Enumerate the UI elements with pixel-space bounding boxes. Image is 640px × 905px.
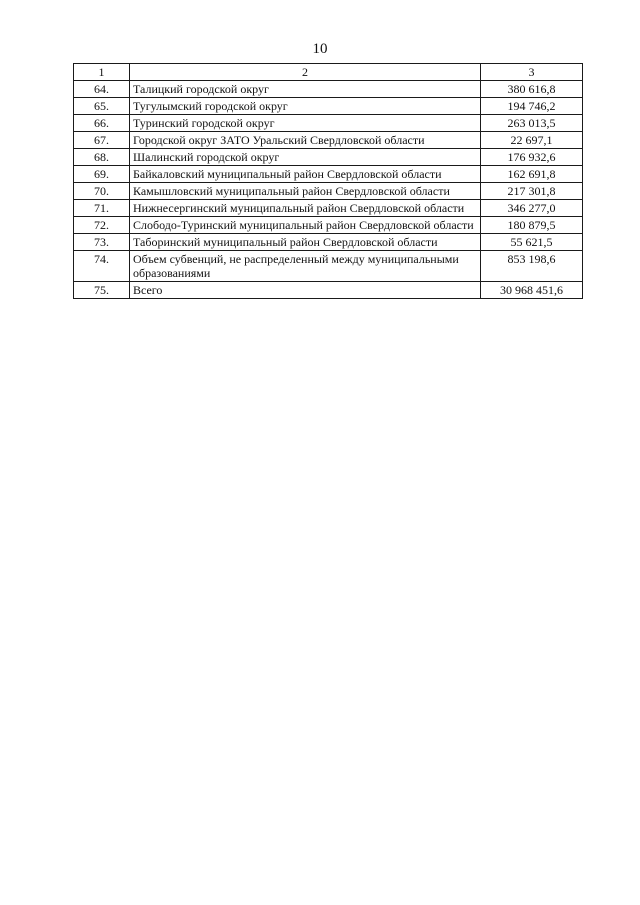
municipality-name: Туринский городской округ <box>130 115 481 132</box>
column-header-1: 1 <box>74 64 130 81</box>
row-number: 73. <box>74 234 130 251</box>
row-number: 74. <box>74 251 130 282</box>
subvention-amount: 176 932,6 <box>481 149 583 166</box>
subvention-amount: 380 616,8 <box>481 81 583 98</box>
row-number: 75. <box>74 282 130 299</box>
row-number: 71. <box>74 200 130 217</box>
subvention-amount: 346 277,0 <box>481 200 583 217</box>
table-row <box>74 234 583 251</box>
subvention-amount: 263 013,5 <box>481 115 583 132</box>
subvention-amount: 180 879,5 <box>481 217 583 234</box>
subvention-amount: 162 691,8 <box>481 166 583 183</box>
column-header-2: 2 <box>130 64 481 81</box>
row-number: 66. <box>74 115 130 132</box>
page-number: 10 <box>312 41 328 57</box>
table-row <box>74 98 583 115</box>
municipality-name: Объем субвенций, не распределенный между муниципальными образованиями <box>130 251 481 282</box>
table-header-row <box>74 64 583 81</box>
table-row <box>74 200 583 217</box>
municipality-name: Нижнесергинский муниципальный район Свердловской области <box>130 200 481 217</box>
row-number: 72. <box>74 217 130 234</box>
row-number: 69. <box>74 166 130 183</box>
municipality-name: Тугулымский городской округ <box>130 98 481 115</box>
table-row <box>74 149 583 166</box>
column-header-3: 3 <box>481 64 583 81</box>
row-number: 67. <box>74 132 130 149</box>
municipality-name: Талицкий городской округ <box>130 81 481 98</box>
table-row <box>74 183 583 200</box>
municipality-name: Камышловский муниципальный район Свердловской области <box>130 183 481 200</box>
municipality-name: Слободо-Туринский муниципальный район Свердловской области <box>130 217 481 234</box>
row-number: 68. <box>74 149 130 166</box>
subvention-amount: 194 746,2 <box>481 98 583 115</box>
municipality-name: Таборинский муниципальный район Свердловской области <box>130 234 481 251</box>
subvention-amount: 853 198,6 <box>481 251 583 282</box>
subvention-table <box>73 63 583 299</box>
table-row <box>74 166 583 183</box>
subvention-amount: 22 697,1 <box>481 132 583 149</box>
table-row <box>74 251 583 282</box>
table-row <box>74 217 583 234</box>
total-amount: 30 968 451,6 <box>481 282 583 299</box>
row-number: 70. <box>74 183 130 200</box>
municipality-name: Шалинский городской округ <box>130 149 481 166</box>
municipality-name: Байкаловский муниципальный район Свердловской области <box>130 166 481 183</box>
row-number: 64. <box>74 81 130 98</box>
table-row <box>74 81 583 98</box>
row-number: 65. <box>74 98 130 115</box>
subvention-amount: 55 621,5 <box>481 234 583 251</box>
municipality-name: Городской округ ЗАТО Уральский Свердловской области <box>130 132 481 149</box>
total-label: Всего <box>130 282 481 299</box>
table-total-row <box>74 282 583 299</box>
table-row <box>74 115 583 132</box>
subvention-amount: 217 301,8 <box>481 183 583 200</box>
table-row <box>74 132 583 149</box>
